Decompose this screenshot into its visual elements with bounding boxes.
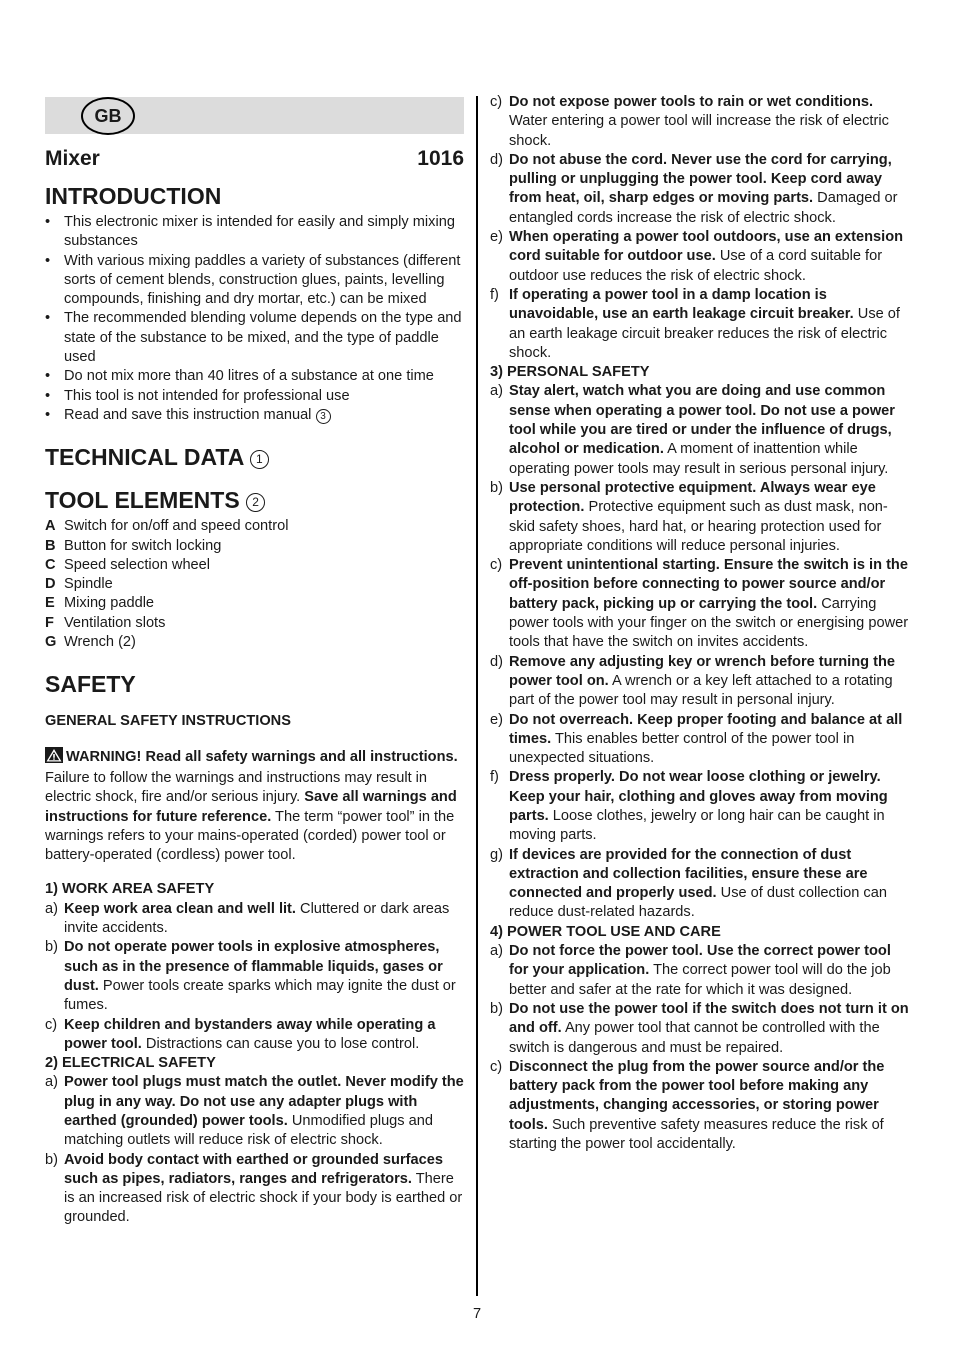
item-bold: If operating a power tool in a damp location is unavoidable, use an earth leakage circuit breaker. — [509, 286, 854, 323]
item-bold: Stay alert, watch what you are doing and use common sense when operating a power tool. Do not use a power tool while you are tired or under the influence of drugs, alcohol or medication. — [509, 383, 895, 458]
general-safety-heading: GENERAL SAFETY INSTRUCTIONS — [45, 713, 291, 730]
tool-element-row — [45, 537, 464, 556]
item-marker: c) — [490, 557, 503, 574]
safety-item — [490, 768, 912, 845]
warning-save-note: Save all warnings and instructions for future reference. — [45, 789, 457, 825]
item-text — [64, 1016, 464, 1055]
tool-elements-title: TOOL ELEMENTS — [45, 487, 240, 514]
intro-bullet: • With various mixing paddles a variety of substances (different sorts of cement blends, construction glues, paints, levelling compounds, finishing and dry mortar, etc.) can be mixed — [45, 252, 464, 310]
item-plain: Use of an earth leakage circuit breaker reduces the risk of electric shock. — [509, 306, 900, 361]
item-plain: Unmodified plugs and matching outlets will reduce risk of electric shock. — [64, 1112, 433, 1149]
tool-element-key: C — [45, 556, 56, 573]
tool-element-row — [45, 614, 464, 633]
warning-paragraph — [45, 747, 464, 866]
safety-item — [490, 286, 912, 363]
safety-item — [45, 1151, 464, 1228]
item-plain: There is an increased risk of electric shock if your body is earthed or grounded. — [64, 1170, 463, 1226]
tool-element-label: Button for switch locking — [64, 537, 222, 554]
item-plain: Damaged or entangled cords increase the risk of electric shock. — [509, 190, 898, 226]
item-text — [509, 479, 912, 556]
item-plain: Cluttered or dark areas invite accidents. — [64, 900, 450, 937]
technical-data-heading — [45, 443, 464, 471]
item-text — [64, 1151, 464, 1228]
item-bold: Do not force the power tool. Use the correct power tool for your application. — [509, 943, 891, 979]
item-plain: The correct power tool will do the job better and safer at the rate for which it was designed. — [509, 962, 891, 998]
safety-heading: SAFETY — [45, 671, 136, 698]
tool-use-heading: 4) POWER TOOL USE AND CARE — [490, 923, 721, 940]
technical-data-ref: 1 — [250, 450, 269, 469]
safety-item — [490, 711, 912, 769]
language-badge: GB — [81, 97, 135, 135]
tool-element-row — [45, 517, 464, 536]
intro-bullet — [45, 406, 464, 425]
item-plain: Loose clothes, jewelry or long hair can be caught in moving parts. — [509, 807, 885, 844]
item-bold: Do not operate power tools in explosive atmospheres, such as in the presence of flammable liquids, gases or dust. — [64, 939, 443, 994]
item-plain: A wrench or a key left attached to a rotating part of the power tool may result in personal injury. — [509, 672, 893, 709]
safety-item — [45, 1016, 464, 1055]
safety-item — [490, 151, 912, 228]
intro-bullet-text: Read and save this instruction manual — [64, 406, 312, 423]
tool-element-label: Mixing paddle — [64, 595, 155, 612]
left-column — [45, 93, 464, 1228]
tool-element-key: G — [45, 634, 57, 651]
tool-element-label: Ventilation slots — [64, 614, 166, 631]
tool-element-key: A — [45, 518, 56, 535]
safety-item — [490, 846, 912, 923]
item-marker: d) — [490, 653, 503, 670]
item-plain: Any power tool that cannot be controlled with the switch is dangerous and must be repaired. — [509, 1020, 880, 1056]
safety-item — [490, 653, 912, 711]
item-text — [509, 228, 912, 286]
item-bold: Dress properly. Do not wear loose clothing or jewelry. Keep your hair, clothing and gloves away from moving parts. — [509, 769, 888, 824]
item-plain: Use of a cord suitable for outdoor use reduces the risk of electric shock. — [509, 248, 883, 284]
item-bold: Remove any adjusting key or wrench before turning the power tool on. — [509, 653, 896, 689]
safety-item — [490, 93, 912, 151]
item-marker: f) — [490, 769, 499, 786]
tool-element-row — [45, 594, 464, 613]
item-bold: Prevent unintentional starting. Ensure the switch is in the off-position before connecting to power source and/or battery pack, picking up or carrying the tool. — [509, 557, 908, 612]
safety-item — [45, 900, 464, 939]
safety-item — [490, 556, 912, 652]
item-plain: Water entering a power tool will increase the risk of electric shock. — [509, 113, 889, 149]
tool-element-label: Spindle — [64, 576, 113, 593]
item-bold: Use personal protective equipment. Always wear eye protection. — [509, 479, 876, 516]
tool-element-key: D — [45, 576, 56, 593]
item-text — [509, 93, 912, 151]
item-bold: Keep work area clean and well lit. — [64, 900, 296, 917]
item-marker: g) — [490, 846, 503, 863]
item-marker: b) — [45, 939, 58, 956]
intro-bullet: • This tool is not intended for professional use — [45, 387, 464, 406]
tool-elements-ref: 2 — [246, 493, 265, 512]
warning-definition: The term “power tool” in the warnings refers to your mains-operated (corded) power tool or battery-operated (cordless) power tool. — [45, 808, 455, 864]
technical-data-title: TECHNICAL DATA — [45, 444, 244, 471]
item-marker: a) — [45, 1074, 58, 1091]
tool-element-row — [45, 633, 464, 652]
item-bold: Do not use the power tool if the switch does not turn it on and off. — [509, 1000, 909, 1037]
tool-element-label: Speed selection wheel — [64, 556, 211, 573]
item-marker: a) — [490, 383, 503, 400]
warning-text: Failure to follow the warnings and instructions may result in electric shock, fire and/or serious injury. — [45, 769, 428, 806]
item-marker: b) — [45, 1151, 58, 1168]
item-marker: b) — [490, 1000, 503, 1017]
item-text — [509, 151, 912, 228]
item-bold: Power tool plugs must match the outlet. Never modify the plug in any way. Do not use any adapter plugs with earthed (grounded) power tools. — [64, 1074, 464, 1129]
item-text — [64, 1073, 464, 1150]
item-plain: Use of dust collection can reduce dust-related hazards. — [509, 885, 887, 921]
item-plain: Carrying power tools with your finger on the switch or energising power tools that have the switch on invites accidents. — [509, 595, 909, 651]
tool-elements-heading — [45, 486, 464, 514]
item-text — [509, 711, 912, 769]
safety-item — [490, 479, 912, 556]
item-marker: a) — [490, 943, 503, 960]
safety-item — [490, 942, 912, 1000]
item-text — [509, 1000, 912, 1058]
item-marker: c) — [490, 94, 503, 110]
item-plain: Distractions can cause you to lose control. — [141, 1035, 420, 1052]
item-marker: f) — [490, 286, 499, 303]
personal-safety-heading: 3) PERSONAL SAFETY — [490, 364, 650, 381]
item-text — [509, 768, 912, 845]
item-plain: Protective equipment such as dust mask, non-skid safety shoes, hard hat, or hearing protection used for appropriate conditions will reduce personal injuries. — [509, 499, 888, 554]
item-text — [64, 900, 464, 939]
item-marker: b) — [490, 479, 503, 496]
item-text — [509, 556, 912, 652]
tool-element-key: F — [45, 614, 54, 631]
safety-item — [45, 938, 464, 1015]
product-title — [45, 146, 464, 172]
introduction-list — [45, 213, 464, 425]
item-text — [509, 1058, 912, 1154]
item-text — [509, 653, 912, 711]
introduction-heading: INTRODUCTION — [45, 183, 222, 209]
item-text — [509, 846, 912, 923]
right-column — [490, 93, 912, 1154]
safety-item — [490, 1000, 912, 1058]
item-bold: If devices are provided for the connection of dust extraction and collection facilities, ensure these are connected and properly used. — [509, 846, 868, 902]
intro-bullet: • This electronic mixer is intended for easily and simply mixing substances — [45, 213, 464, 252]
item-marker: d) — [490, 151, 503, 168]
work-area-heading: 1) WORK AREA SAFETY — [45, 881, 215, 898]
item-bold: Disconnect the plug from the power source and/or the battery pack from the power tool before making any adjustments, changing accessories, or storing power tools. — [509, 1058, 885, 1133]
tool-element-label: Switch for on/off and speed control — [64, 518, 289, 535]
intro-bullet: • Do not mix more than 40 litres of a substance at one time — [45, 367, 464, 386]
item-plain: This enables better control of the power tool in unexpected situations. — [509, 730, 855, 767]
item-marker: c) — [45, 1016, 58, 1033]
column-divider — [476, 96, 478, 1296]
item-bold: Do not abuse the cord. Never use the cord for carrying, pulling or unplugging the power tool. Keep cord away from heat, oil, sharp edges or moving parts. — [509, 151, 892, 207]
tool-elements-list — [45, 517, 464, 652]
safety-item — [490, 228, 912, 286]
product-name: Mixer — [45, 147, 100, 170]
item-bold: Do not expose power tools to rain or wet conditions. — [509, 94, 874, 110]
warning-lead: WARNING! Read all safety warnings and all instructions. — [66, 748, 458, 765]
language-bar — [45, 97, 464, 134]
item-bold: Do not overreach. Keep proper footing and balance at all times. — [509, 711, 903, 747]
item-text — [509, 942, 912, 1000]
item-plain: Power tools create sparks which may ignite the dust or fumes. — [64, 977, 456, 1014]
item-plain: Such preventive safety measures reduce the risk of starting the power tool accidentally. — [509, 1116, 884, 1153]
electrical-heading: 2) ELECTRICAL SAFETY — [45, 1055, 216, 1072]
safety-item — [490, 1058, 912, 1154]
item-bold: When operating a power tool outdoors, use an extension cord suitable for outdoor use. — [509, 229, 904, 265]
intro-bullet: • The recommended blending volume depends on the type and state of the substance to be mixed, and the type of paddle used — [45, 309, 464, 367]
item-marker: c) — [490, 1058, 503, 1075]
item-plain: A moment of inattention while operating power tools may result in serious personal injury. — [509, 441, 889, 477]
item-text — [509, 286, 912, 363]
item-text — [64, 938, 464, 1015]
safety-item — [490, 382, 912, 478]
manual-ref-number: 3 — [316, 409, 331, 424]
item-marker: a) — [45, 900, 58, 917]
warning-triangle-icon — [45, 747, 63, 769]
tool-element-row — [45, 575, 464, 594]
item-bold: Keep children and bystanders away while operating a power tool. — [64, 1016, 436, 1052]
safety-item — [45, 1073, 464, 1150]
tool-element-key: E — [45, 595, 55, 612]
item-bold: Avoid body contact with earthed or grounded surfaces such as pipes, radiators, ranges and refrigerators. — [64, 1151, 443, 1187]
page-number: 7 — [472, 1306, 482, 1322]
tool-element-key: B — [45, 537, 56, 554]
item-marker: e) — [490, 711, 503, 728]
tool-element-label: Wrench (2) — [64, 634, 136, 651]
tool-element-row — [45, 556, 464, 575]
model-number: 1016 — [417, 147, 464, 170]
item-marker: e) — [490, 229, 503, 246]
item-text — [509, 382, 912, 478]
